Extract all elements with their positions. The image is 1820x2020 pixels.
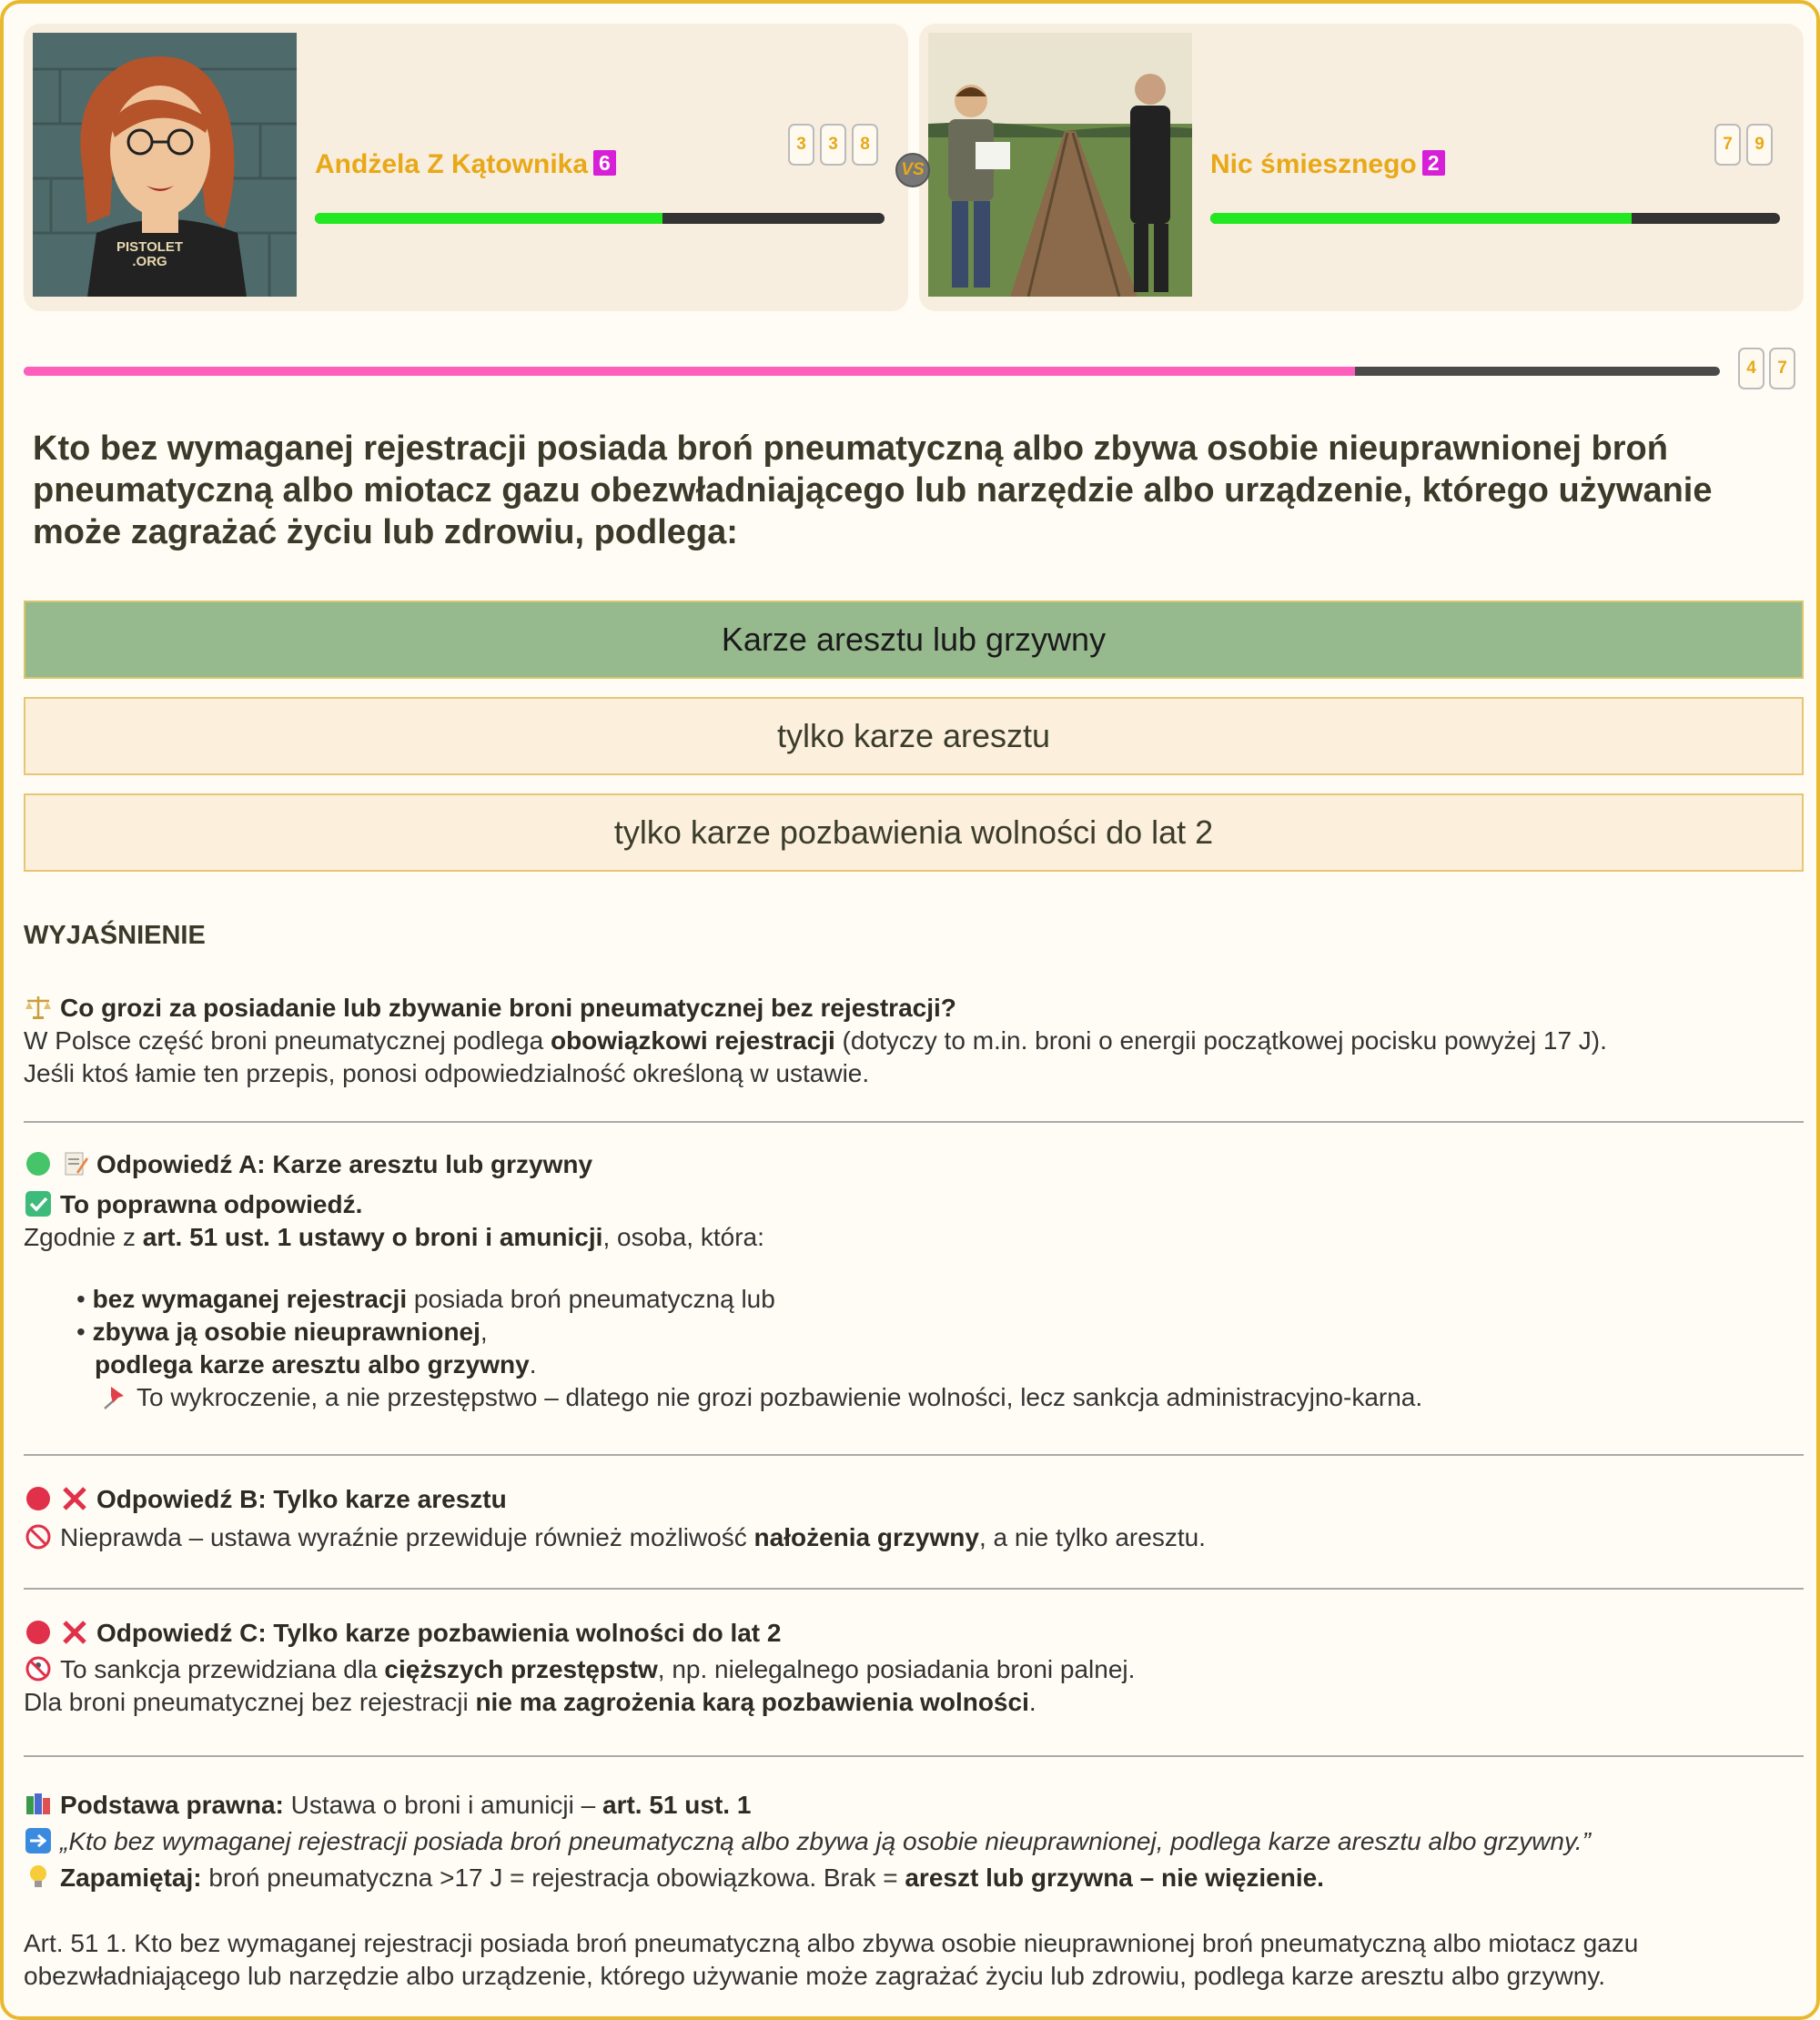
- player-1-level-badge: 6: [593, 150, 616, 176]
- player-2-hp-fill: [1210, 213, 1632, 224]
- legal-text: Ustawa o broni i amunicji –: [283, 1791, 602, 1819]
- legal-quote: „Kto bez wymaganej rejestracji posiada broń pneumatyczną albo zbywa ją osobie nieuprawnionej, podlega karze aresztu albo grzywny.”: [60, 1827, 1591, 1855]
- answer-a-bold: art. 51 ust. 1 ustawy o broni i amunicji: [142, 1223, 603, 1251]
- bullet-text: .: [529, 1350, 537, 1379]
- prohibited-icon: [24, 1523, 53, 1550]
- answer-c-text: , np. nielegalnego posiadania broni palnej.: [657, 1655, 1136, 1683]
- answer-c-bold: cięższych przestępstw: [384, 1655, 658, 1683]
- divider: [24, 1755, 1804, 1757]
- remember-label: Zapamiętaj:: [60, 1863, 202, 1892]
- intro-text-2: Jeśli ktoś łamie ten przepis, ponosi odpowiedzialność określoną w ustawie.: [24, 1059, 870, 1087]
- player-1-name: Andżela Z Kątownika: [315, 149, 589, 179]
- cross-mark-icon: [60, 1485, 89, 1512]
- remember-bold: areszt lub grzywna – nie więzienie.: [905, 1863, 1324, 1892]
- intro-heading: Co grozi za posiadanie lub zbywanie broni pneumatycznej bez rejestracji?: [60, 994, 956, 1022]
- player-card-2: [919, 24, 1804, 311]
- bullet-bold: zbywa ją osobie nieuprawnionej: [92, 1318, 480, 1346]
- player-1-hp-bar: [315, 213, 885, 224]
- right-arrow-icon: [24, 1827, 53, 1854]
- score-digit: 9: [1746, 124, 1773, 166]
- counter-digit: 4: [1738, 348, 1764, 389]
- divider: [24, 1588, 1804, 1590]
- score-digit: 3: [788, 124, 814, 166]
- answer-option-b[interactable]: tylko karze aresztu: [24, 697, 1804, 775]
- answer-option-c[interactable]: tylko karze pozbawienia wolności do lat 2: [24, 793, 1804, 872]
- answer-c-heading: Odpowiedź C: Tylko karze pozbawienia wolności do lat 2: [96, 1619, 782, 1647]
- player-card-1: [24, 24, 908, 311]
- answer-c-text: .: [1028, 1688, 1036, 1716]
- answer-a-note-text: To wykroczenie, a nie przestępstwo – dlatego nie grozi pozbawienie wolności, lecz sankcja administracyjno-karna.: [136, 1383, 1423, 1411]
- player-2-score: [1714, 124, 1773, 166]
- avatar-shirt-text-1: PISTOLET: [116, 239, 184, 255]
- red-circle-icon: [24, 1485, 53, 1512]
- answer-a-text: Zgodnie z: [24, 1223, 143, 1251]
- explanation-intro: [24, 992, 1807, 1090]
- answer-a-heading: Odpowiedź A: Karze aresztu lub grzywny: [96, 1150, 593, 1178]
- intro-bold: obowiązkowi rejestracji: [550, 1026, 835, 1055]
- explanation-answer-a: [24, 1148, 1807, 1414]
- answer-b-text: , a nie tylko aresztu.: [978, 1523, 1206, 1551]
- vs-badge: VS: [895, 153, 930, 187]
- explanation-answer-c: [24, 1617, 1807, 1719]
- question-progress-bar: [24, 367, 1720, 376]
- counter-digit: 7: [1769, 348, 1795, 389]
- question-counter: [1738, 348, 1795, 389]
- divider: [24, 1121, 1804, 1123]
- no-entry-icon: [24, 1655, 53, 1682]
- score-digit: 7: [1714, 124, 1741, 166]
- answer-a-note: [100, 1381, 1807, 1414]
- answer-b-bold: nałożenia grzywny: [753, 1523, 979, 1551]
- question-progress-fill: [24, 367, 1355, 376]
- scales-icon: [24, 994, 53, 1021]
- answer-a-verdict: To poprawna odpowiedź.: [60, 1190, 363, 1218]
- legal-label: Podstawa prawna:: [60, 1791, 284, 1819]
- article-text: Art. 51 1. Kto bez wymaganej rejestracji posiada broń pneumatyczną albo zbywa osobie nieuprawnionej broń pneumatyczną albo miotacz gazu obezwładniającego lub narzędzie albo urządzenie, którego używanie może zagrażać życiu lub zdrowiu, podlega karze aresztu albo grzywny.: [24, 1929, 1639, 1990]
- remember-text: broń pneumatyczna >17 J = rejestracja obowiązkowa. Brak =: [201, 1863, 905, 1892]
- bullet-bold: bez wymaganej rejestracji: [92, 1285, 408, 1313]
- avatar-shirt-text-2: .ORG: [132, 254, 167, 269]
- divider: [24, 1454, 1804, 1456]
- answer-a-bullet-2: • zbywa ją osobie nieuprawnionej,: [76, 1318, 488, 1346]
- player-2-name-row: [1210, 149, 1445, 180]
- bullet-text: posiada broń pneumatyczną lub: [407, 1285, 775, 1313]
- explanation-title: WYJAŚNIENIE: [24, 921, 206, 950]
- pushpin-icon: [100, 1383, 129, 1410]
- cross-mark-icon: [60, 1619, 89, 1646]
- player-2-name: Nic śmiesznego: [1210, 149, 1417, 179]
- books-icon: [24, 1791, 53, 1818]
- bullet-text: ,: [480, 1318, 488, 1346]
- red-circle-icon: [24, 1619, 53, 1646]
- answer-a-bullet-3: [95, 1348, 1807, 1381]
- legal-bold: art. 51 ust. 1: [602, 1791, 752, 1819]
- check-mark-icon: [24, 1190, 53, 1217]
- player-2-level-badge: 2: [1422, 150, 1445, 176]
- intro-text: (dotyczy to m.in. broni o energii początkowej pocisku powyżej 17 J).: [834, 1026, 1607, 1055]
- player-1-hp-fill: [315, 213, 662, 224]
- player-2-avatar: [928, 33, 1192, 297]
- answer-a-text: , osoba, która:: [602, 1223, 764, 1251]
- player-1-avatar: [33, 33, 297, 297]
- intro-text: W Polsce część broni pneumatycznej podlega: [24, 1026, 551, 1055]
- score-digit: 8: [852, 124, 878, 166]
- memo-icon: [60, 1150, 89, 1177]
- explanation-answer-b: [24, 1483, 1807, 1554]
- answer-b-text: Nieprawda – ustawa wyraźnie przewiduje również możliwość: [60, 1523, 754, 1551]
- legal-basis: [24, 1789, 1807, 1894]
- player-2-hp-bar: [1210, 213, 1780, 224]
- question-text: Kto bez wymaganej rejestracji posiada broń pneumatyczną albo zbywa osobie nieuprawnionej broń pneumatyczną albo miotacz gazu obezwładniającego lub narzędzie albo urządzenie, którego używanie może zagrażać życiu lub zdrowiu, podlega:: [33, 429, 1713, 551]
- light-bulb-icon: [24, 1863, 53, 1891]
- answer-option-a[interactable]: Karze aresztu lub grzywny: [24, 601, 1804, 679]
- answer-b-heading: Odpowiedź B: Tylko karze aresztu: [96, 1485, 507, 1513]
- answer-c-text: Dla broni pneumatycznej bez rejestracji: [24, 1688, 476, 1716]
- answer-c-bold: nie ma zagrożenia karą pozbawienia wolności: [475, 1688, 1029, 1716]
- answer-c-text: To sankcja przewidziana dla: [60, 1655, 385, 1683]
- bullet-bold: podlega karze aresztu albo grzywny: [95, 1350, 530, 1379]
- player-1-score: [788, 124, 878, 166]
- score-digit: 3: [820, 124, 846, 166]
- player-1-name-row: [315, 149, 616, 180]
- green-circle-icon: [24, 1150, 53, 1177]
- answer-a-bullet-1: • bez wymaganej rejestracji posiada broń pneumatyczną lub: [76, 1285, 775, 1313]
